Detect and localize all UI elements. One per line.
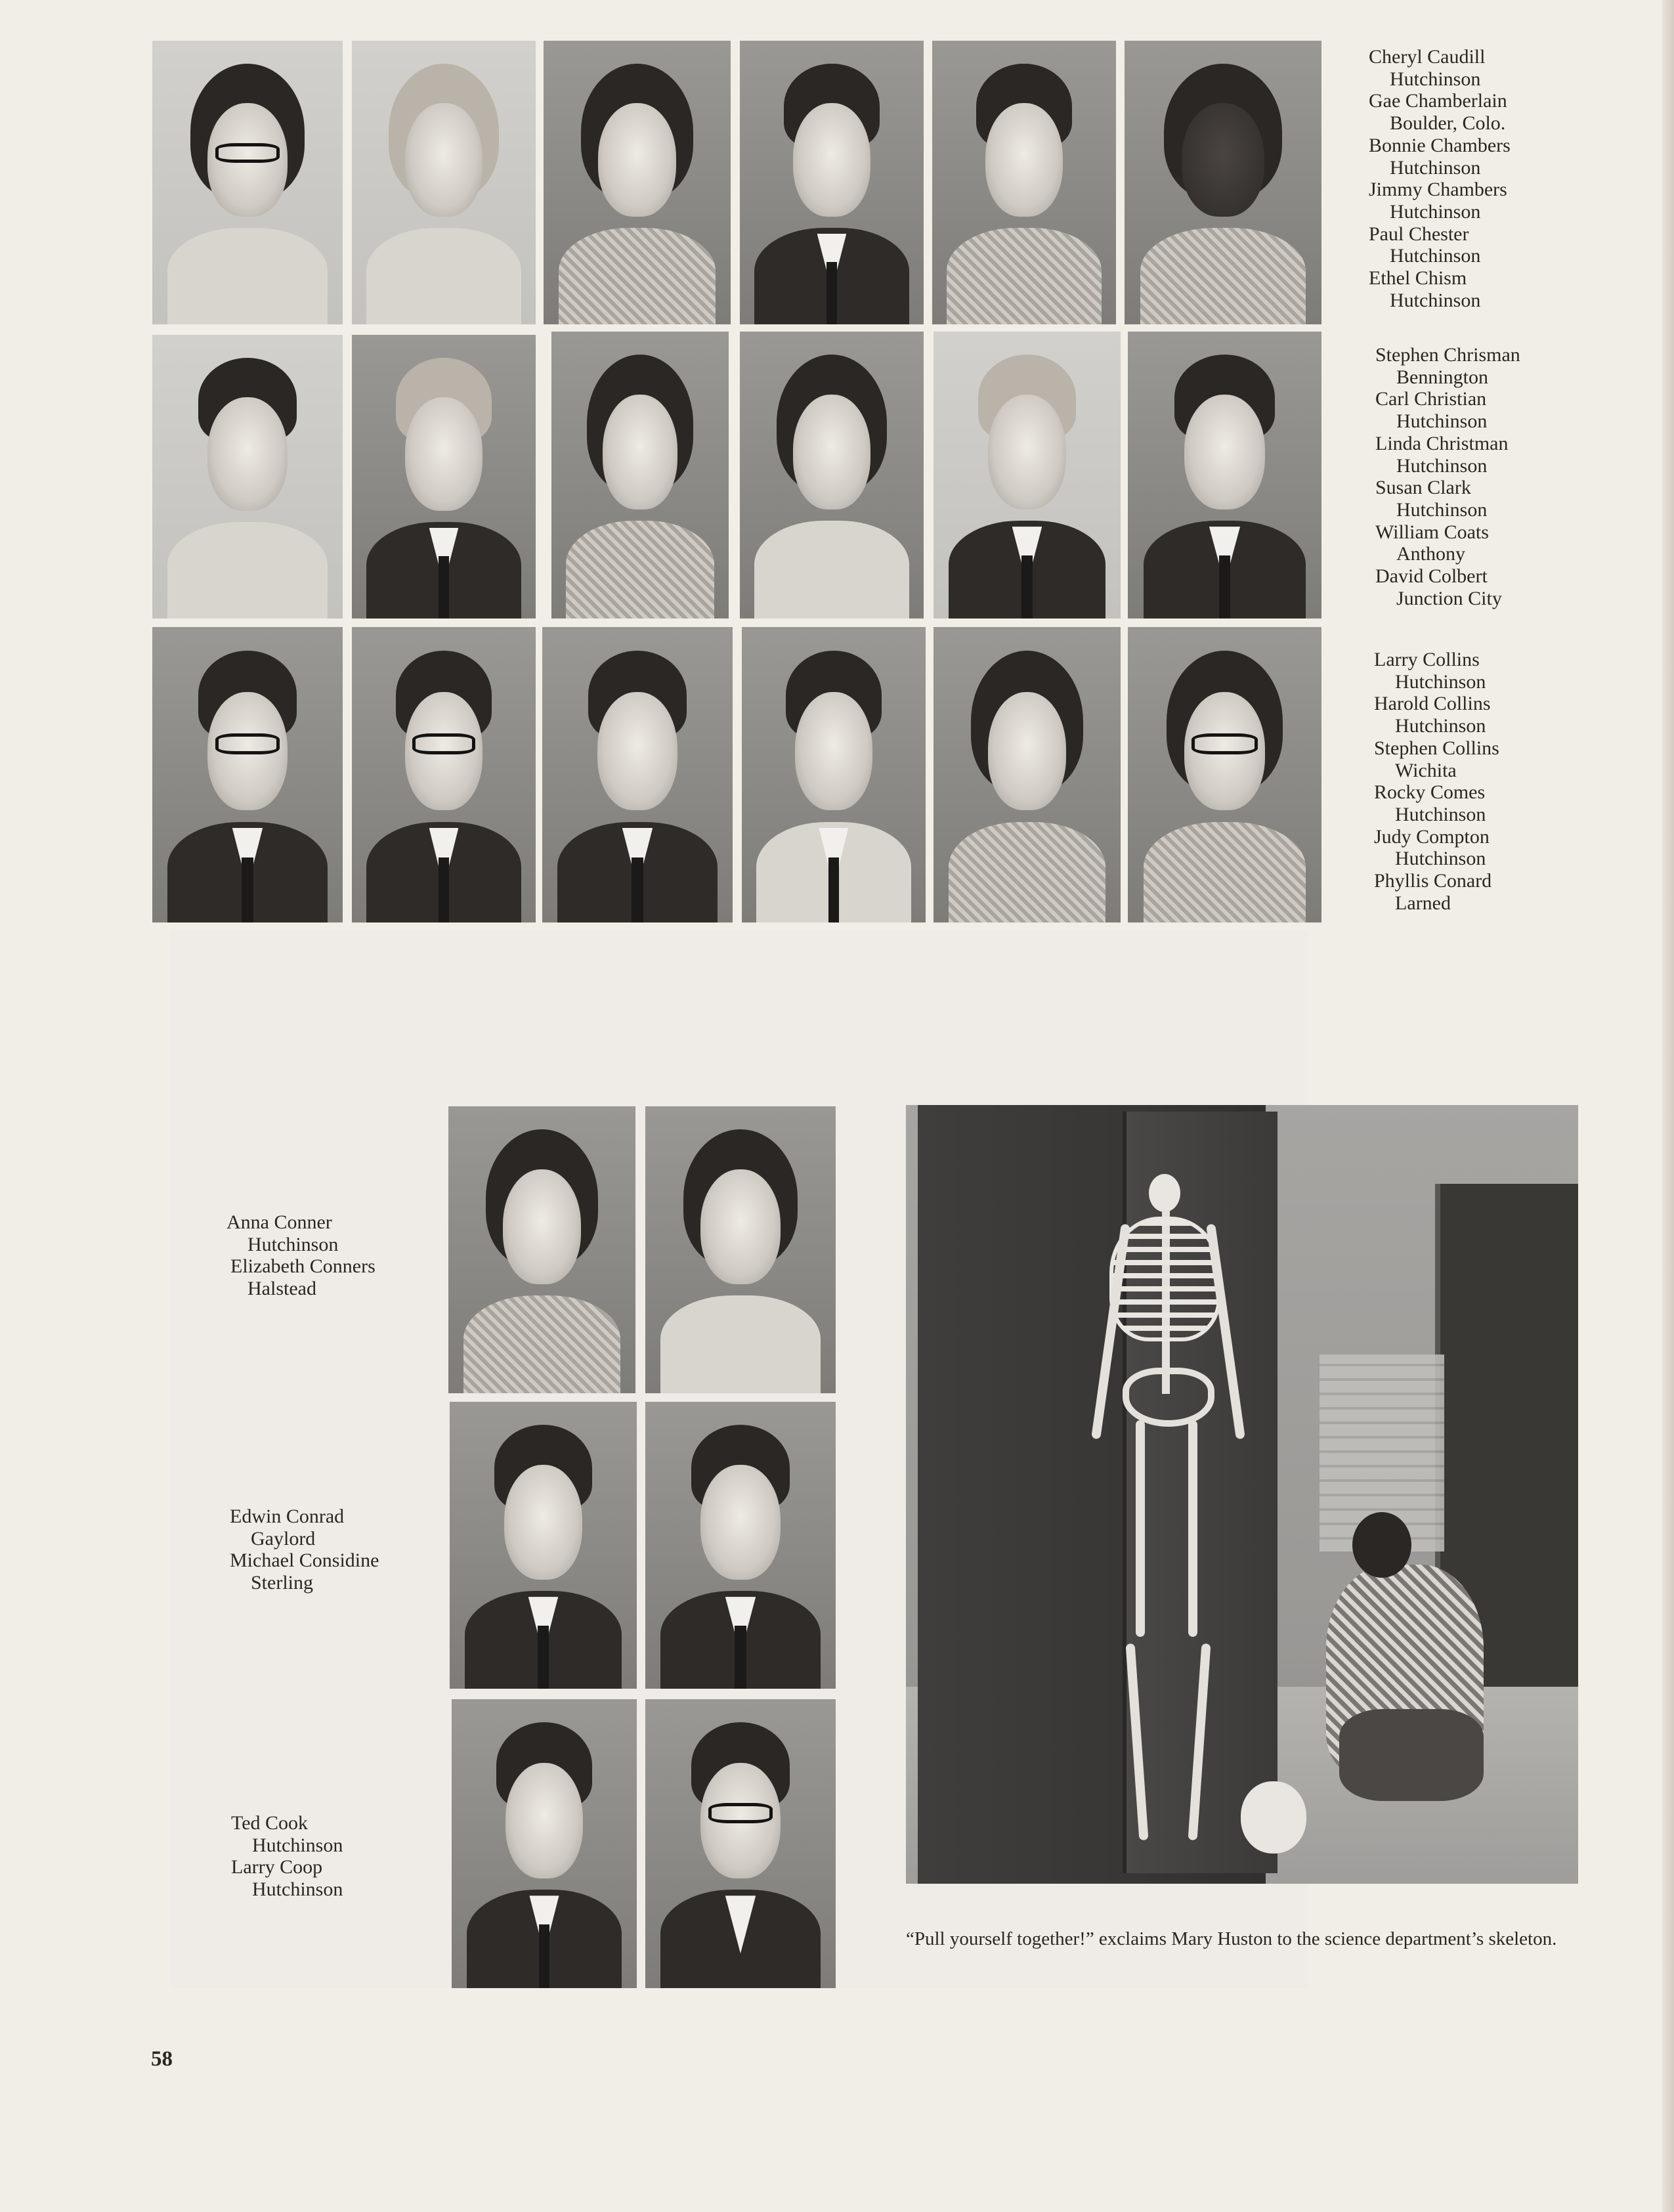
- portrait-william-coats: [934, 332, 1121, 618]
- portrait-elizabeth-conners: [645, 1106, 836, 1393]
- portrait-judy-compton: [934, 627, 1121, 922]
- portrait-cheryl-caudill: [152, 41, 343, 324]
- student-name: Anna Conner: [226, 1211, 332, 1233]
- portrait-phyllis-conard: [1128, 627, 1321, 922]
- student-name: Ted Cook: [231, 1812, 309, 1834]
- portrait-carl-christian: [352, 335, 536, 618]
- student-name: Paul Chester: [1369, 223, 1469, 245]
- portrait-jimmy-chambers: [740, 41, 924, 324]
- student-name: Edwin Conrad: [230, 1506, 345, 1527]
- portrait-ted-cook: [452, 1699, 637, 1988]
- photo-caption: “Pull yourself together!” exclaims Mary Huston to the science department’s skeleton.: [906, 1928, 1557, 1949]
- student-town: Hutchinson: [247, 1233, 339, 1255]
- student-name: Stephen Chrisman: [1375, 344, 1520, 366]
- student-town: Halstead: [247, 1278, 316, 1300]
- student-town: Hutchinson: [252, 1834, 343, 1856]
- student-name: Gae Chamberlain: [1369, 90, 1507, 112]
- student-town: Hutchinson: [1390, 289, 1481, 311]
- student-town: Gaylord: [251, 1527, 316, 1550]
- student-name: Bonnie Chambers: [1369, 134, 1511, 156]
- student-town: Hutchinson: [1390, 245, 1481, 267]
- portrait-david-colbert: [1128, 332, 1321, 618]
- page-edge: [1662, 0, 1674, 2212]
- student-name: Elizabeth Conners: [230, 1255, 376, 1278]
- names-bottom-row-2: [230, 1506, 379, 1594]
- student-name: Michael Considine: [230, 1550, 379, 1572]
- portrait-ethel-chism: [1125, 41, 1321, 324]
- student-name: Stephen Collins: [1374, 737, 1499, 759]
- names-row-1: [1369, 46, 1511, 311]
- student-town: Hutchinson: [1396, 454, 1488, 477]
- student-name: Judy Compton: [1374, 825, 1490, 848]
- student-town: Bennington: [1396, 366, 1488, 388]
- student-town: Larned: [1395, 892, 1451, 914]
- student-town: Wichita: [1395, 759, 1457, 781]
- student-town: Hutchinson: [252, 1878, 343, 1901]
- student-name: David Colbert: [1375, 565, 1488, 588]
- portrait-edwin-conrad: [450, 1402, 637, 1689]
- student-name: Jimmy Chambers: [1369, 179, 1507, 201]
- portrait-bonnie-chambers: [544, 41, 731, 324]
- student-town: Hutchinson: [1395, 848, 1486, 870]
- portrait-rocky-comes: [742, 627, 926, 922]
- student-town: Hutchinson: [1390, 200, 1481, 223]
- student-name: Ethel Chism: [1369, 267, 1467, 290]
- student-name: Harold Collins: [1374, 693, 1491, 715]
- student-name: Rocky Comes: [1374, 781, 1486, 804]
- student-name: Linda Christman: [1375, 432, 1509, 454]
- skeleton-feature-photo: [906, 1105, 1578, 1884]
- student-town: Junction City: [1396, 587, 1502, 609]
- portrait-larry-collins: [152, 627, 343, 922]
- student-town: Anthony: [1396, 543, 1465, 565]
- portrait-susan-clark: [740, 332, 924, 618]
- student-town: Hutchinson: [1396, 498, 1488, 521]
- student-name: Carl Christian: [1375, 388, 1487, 410]
- student-town: Hutchinson: [1396, 410, 1488, 433]
- student-name: Larry Coop: [231, 1856, 323, 1878]
- names-row-2: [1375, 344, 1520, 609]
- portrait-michael-considine: [645, 1402, 836, 1689]
- student-name: Cheryl Caudill: [1369, 46, 1486, 68]
- student-town: Hutchinson: [1395, 670, 1486, 693]
- portrait-stephen-chrisman: [152, 335, 343, 618]
- student-name: Susan Clark: [1375, 477, 1471, 499]
- portrait-stephen-collins: [542, 627, 733, 922]
- student-town: Hutchinson: [1390, 156, 1481, 179]
- portrait-gae-chamberlain: [352, 41, 536, 324]
- portrait-larry-coop: [645, 1699, 836, 1988]
- names-bottom-row-3: [231, 1812, 343, 1901]
- page-number: 58: [151, 2047, 173, 2071]
- portrait-linda-christman: [551, 332, 729, 618]
- portrait-anna-conner: [448, 1106, 635, 1393]
- student-town: Sterling: [251, 1572, 313, 1594]
- student-town: Hutchinson: [1395, 715, 1486, 737]
- portrait-paul-chester: [932, 41, 1116, 324]
- student-town: Hutchinson: [1395, 803, 1486, 825]
- student-town: Boulder, Colo.: [1390, 112, 1506, 135]
- names-bottom-row-1: [226, 1211, 376, 1300]
- portrait-harold-collins: [352, 627, 536, 922]
- student-name: Phyllis Conard: [1374, 870, 1492, 892]
- student-name: William Coats: [1375, 521, 1489, 543]
- names-row-3: [1374, 649, 1499, 914]
- student-name: Larry Collins: [1374, 649, 1480, 670]
- student-town: Hutchinson: [1390, 68, 1481, 90]
